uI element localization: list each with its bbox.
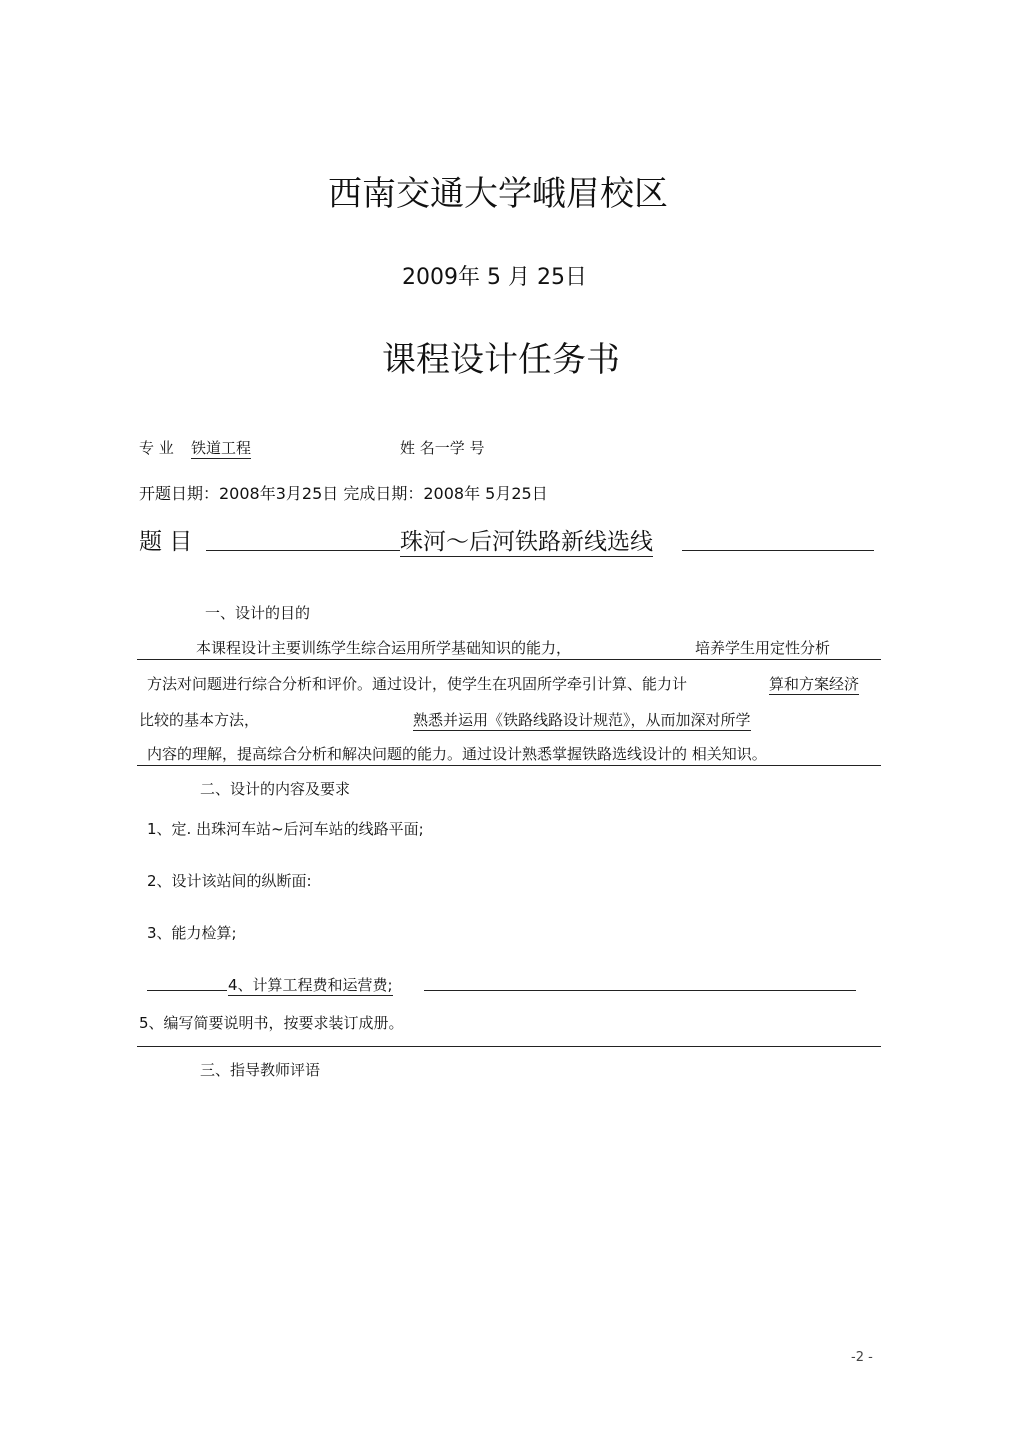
dates-line: 开题日期：2008年3月25日 完成日期：2008年 5月25日 <box>139 484 548 503</box>
section3-heading: 三、指导教师评语 <box>200 1061 321 1079</box>
document-date: 2009年 5 月 25日 <box>402 265 587 290</box>
list-item: 5、编写简要说明书，按要求装订成册。 <box>139 1014 404 1032</box>
section1-line3-b: 熟悉并运用《铁路线路设计规范》，从而加深对所学 <box>413 711 751 729</box>
list-item: 2、设计该站间的纵断面: <box>147 872 312 890</box>
list-item: 3、能力检算; <box>147 924 237 942</box>
section1-line1-a: 本课程设计主要训练学生综合运用所学基础知识的能力， <box>196 639 572 657</box>
section2-heading: 二、设计的内容及要求 <box>200 780 351 798</box>
item4-underline-right <box>424 990 856 991</box>
section1-line2-a: 方法对问题进行综合分析和评价。通过设计，使学生在巩固所学牵引计算、能力计 <box>147 675 688 693</box>
section1-line3-a: 比较的基本方法， <box>139 711 260 729</box>
topic-underline-left <box>206 550 400 551</box>
page-number: -2 - <box>851 1350 873 1365</box>
section1-line4: 内容的理解，提高综合分析和解决问题的能力。通过设计熟悉掌握铁路选线设计的 相关知识。 <box>147 745 767 763</box>
major-label: 专 业 <box>139 439 174 457</box>
topic-value: 珠河～后河铁路新线选线 <box>400 523 653 557</box>
document-title: 课程设计任务书 <box>382 340 620 380</box>
major-value: 铁道工程 <box>191 439 252 457</box>
topic-label: 题 目 <box>139 529 193 555</box>
section2-rule-bottom <box>137 1046 881 1047</box>
section1-line1-b: 培养学生用定性分析 <box>695 639 831 657</box>
section1-rule-bottom <box>137 765 881 766</box>
name-id-label: 姓 名一学 号 <box>400 439 485 457</box>
list-item: 4、计算工程费和运营费; <box>228 976 393 994</box>
section1-rule-top <box>137 659 881 660</box>
item4-underline-left <box>147 990 227 991</box>
section1-line2-b: 算和方案经济 <box>769 675 860 693</box>
section1-heading: 一、设计的目的 <box>205 604 311 622</box>
school-name: 西南交通大学峨眉校区 <box>328 174 668 214</box>
topic-underline-right <box>682 550 874 551</box>
list-item: 1、定. 出珠河车站~后河车站的线路平面; <box>147 820 424 838</box>
